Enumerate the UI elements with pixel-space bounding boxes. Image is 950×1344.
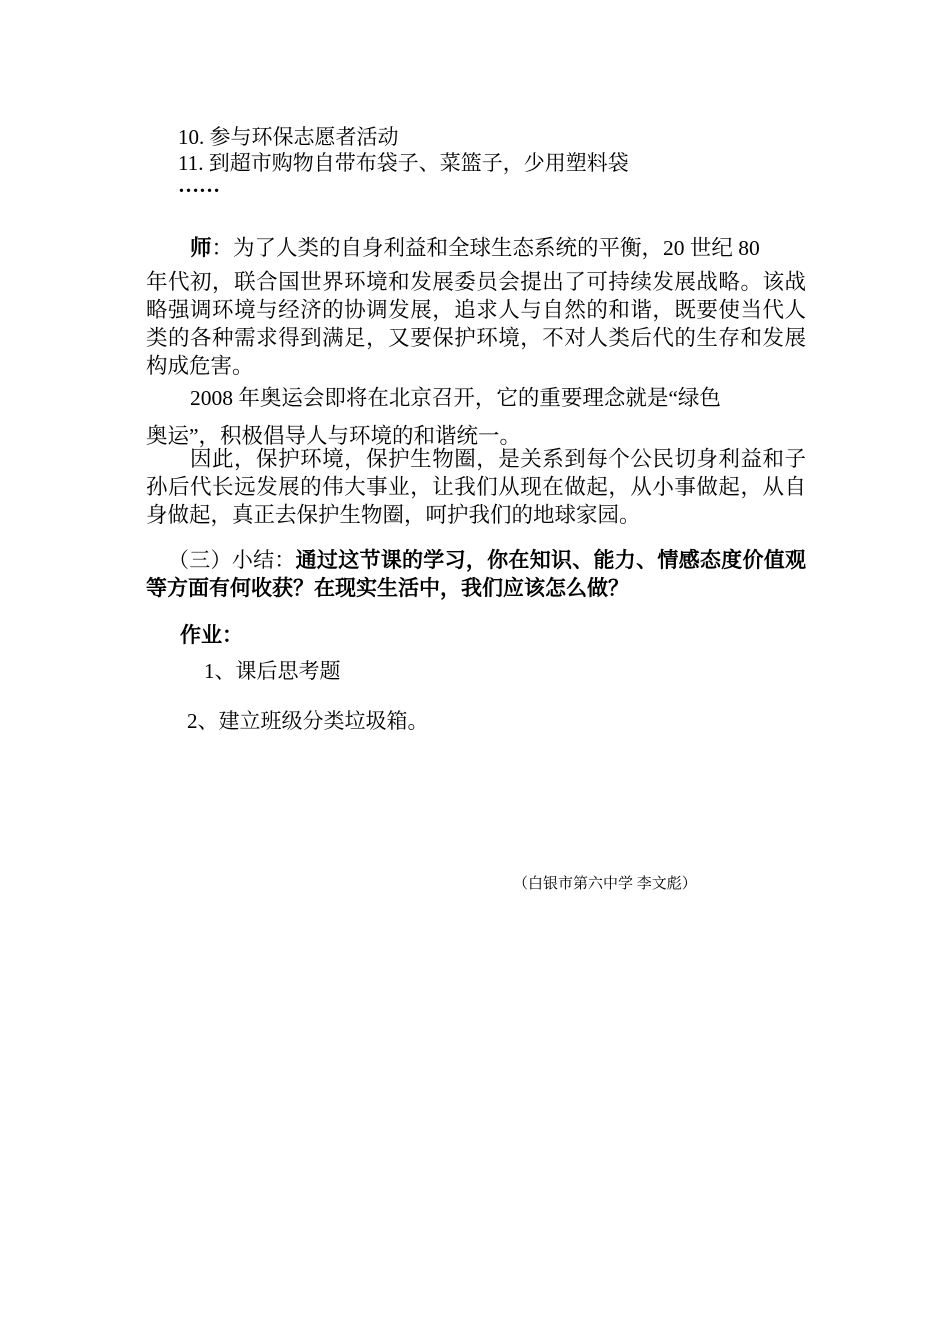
list-item-10: 10. 参与环保志愿者活动 — [178, 125, 399, 149]
teacher-line-1: 为了人类的自身利益和全球生态系统的平衡，20 世纪 80 — [233, 236, 760, 260]
speaker-colon: ： — [211, 236, 234, 260]
homework-item-1: 1、课后思考题 — [204, 659, 341, 683]
summary-paragraph — [146, 546, 806, 602]
summary-text: 通过这节课的学习，你在知识、能力、情感态度价值观等方面有何收获？在现实生活中，我们应该怎么做？ — [146, 548, 806, 600]
teacher-rest: 年代初，联合国世界环境和发展委员会提出了可持续发展战略。该战略强调环境与经济的协调发展，追求人与自然的和谐，既要使当代人类的各种需求得到满足，又要保护环境，不对人类后代的生存和发展构成危害。 — [146, 270, 806, 378]
conclusion-paragraph: 因此，保护环境，保护生物圈，是关系到每个公民切身利益和子孙后代长远发展的伟大事业，让我们从现在做起，从小事做起，从自身做起，真正去保护生物圈，呵护我们的地球家园。 — [146, 447, 806, 527]
speaker-label: 师 — [190, 236, 212, 260]
list-ellipsis: …… — [178, 173, 220, 197]
homework-item-2: 2、建立班级分类垃圾箱。 — [187, 709, 429, 733]
olympics-paragraph — [146, 384, 806, 450]
list-item-11: 11. 到超市购物自带布袋子、菜篮子，少用塑料袋 — [178, 151, 629, 175]
author-signature: （白银市第六中学 李文彪） — [513, 876, 697, 892]
olympics-line-1: 2008 年奥运会即将在北京召开，它的重要理念就是“绿色 — [190, 386, 721, 410]
homework-title: 作业： — [180, 623, 243, 647]
summary-label: （三）小结： — [168, 548, 296, 572]
olympics-rest: 奥运”，积极倡导人与环境的和谐统一。 — [146, 424, 522, 448]
teacher-paragraph — [146, 234, 806, 380]
